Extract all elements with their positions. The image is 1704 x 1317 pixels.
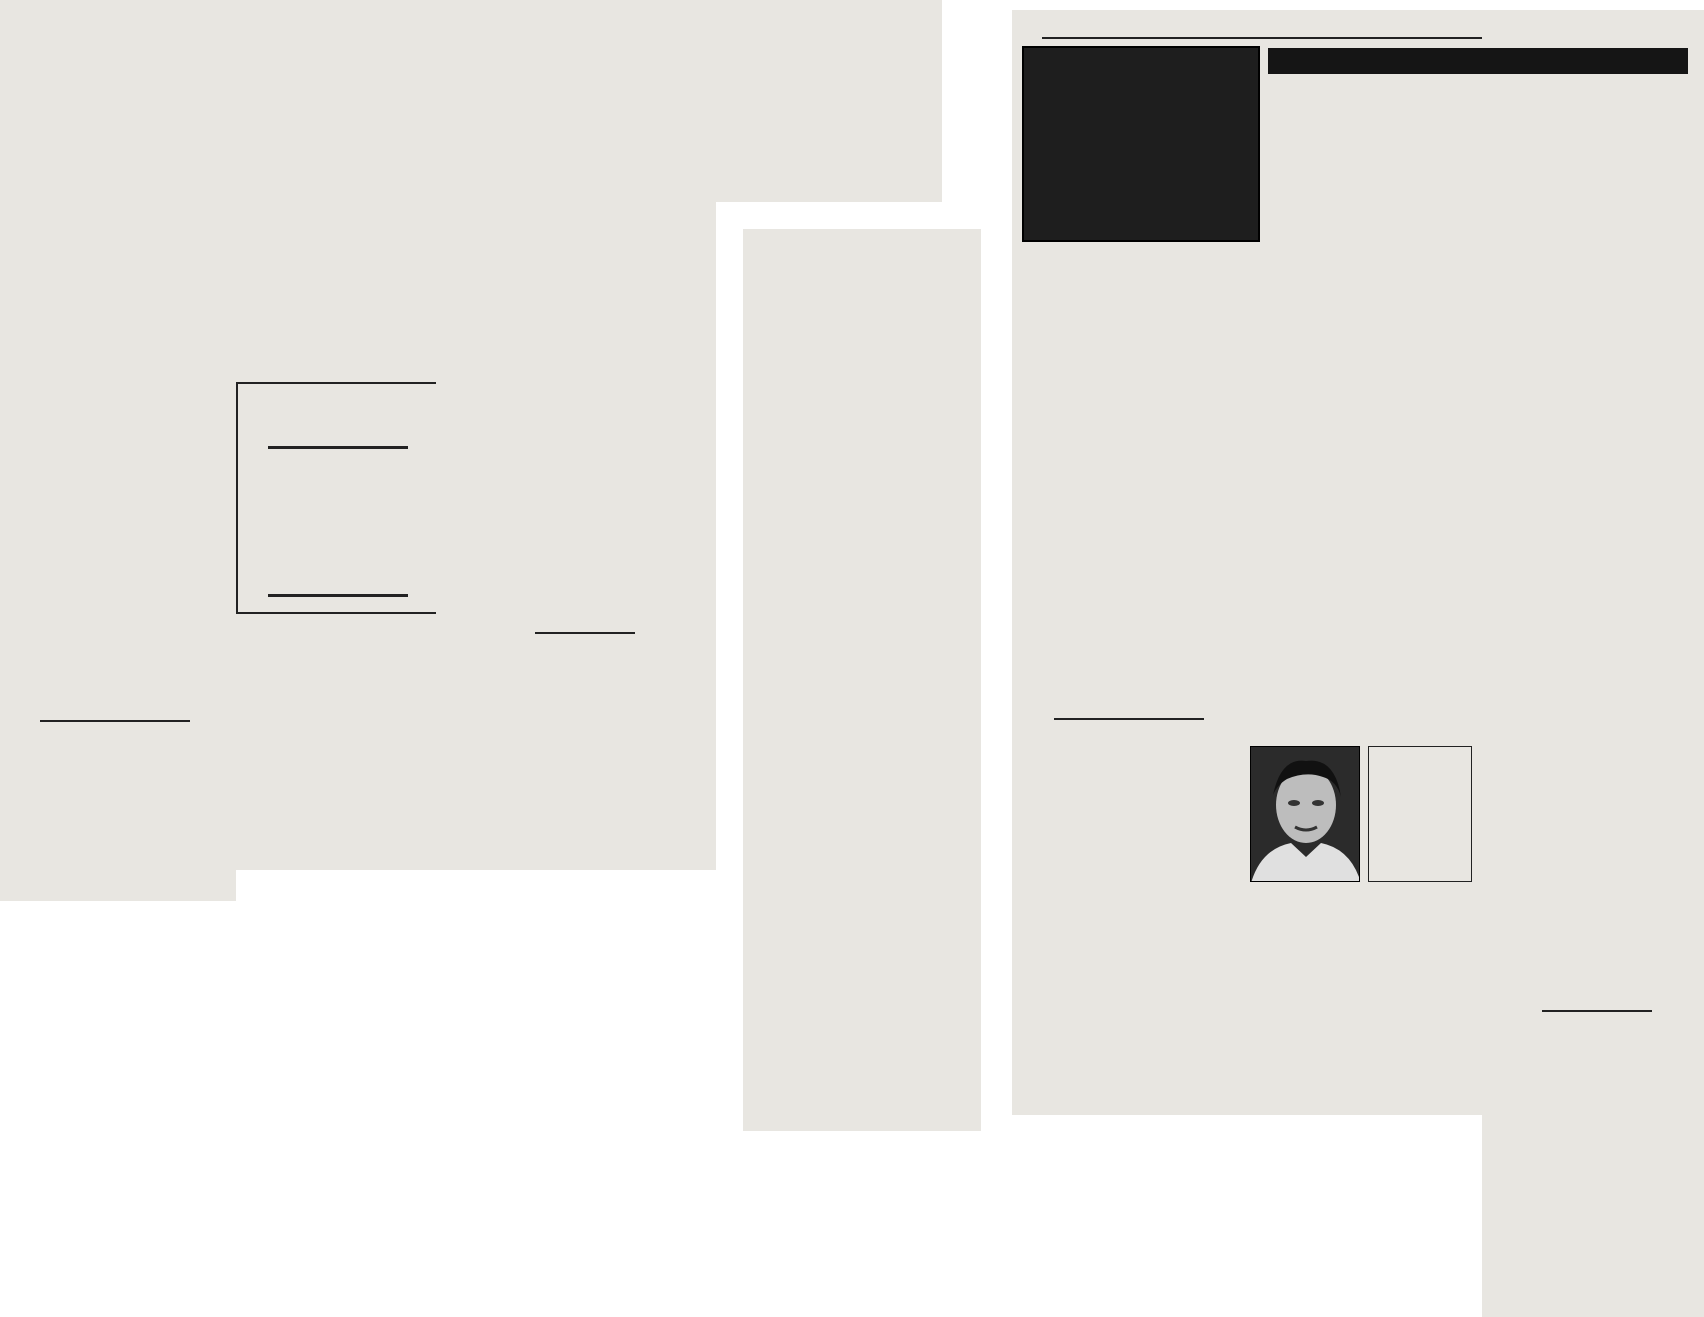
verdict-box xyxy=(1022,46,1260,242)
results-clipping xyxy=(743,229,981,1131)
author-photo xyxy=(1250,746,1360,882)
black-bar xyxy=(1268,48,1688,74)
subhead-rule xyxy=(1054,718,1204,720)
page-strip xyxy=(1042,14,1642,30)
deck-rule xyxy=(268,594,408,597)
subhead-tragedy xyxy=(40,720,190,722)
subhead-rule xyxy=(1542,1010,1652,1012)
right-clipping xyxy=(1012,10,1704,1115)
left-clipping-top xyxy=(0,0,942,202)
subhead-nervy xyxy=(535,632,635,634)
author-portrait-icon xyxy=(1251,747,1360,882)
right-clipping-tail xyxy=(1482,1115,1704,1317)
subhead-relegation xyxy=(1054,718,1204,720)
subhead-rule xyxy=(535,632,635,634)
strip-rule xyxy=(1042,37,1482,39)
deck-rule xyxy=(268,446,408,449)
deck-box xyxy=(236,382,436,614)
subhead-rule xyxy=(40,720,190,722)
subhead-waited xyxy=(1542,1010,1652,1012)
author-credit xyxy=(1368,746,1472,882)
left-clipping-tail xyxy=(0,870,236,901)
